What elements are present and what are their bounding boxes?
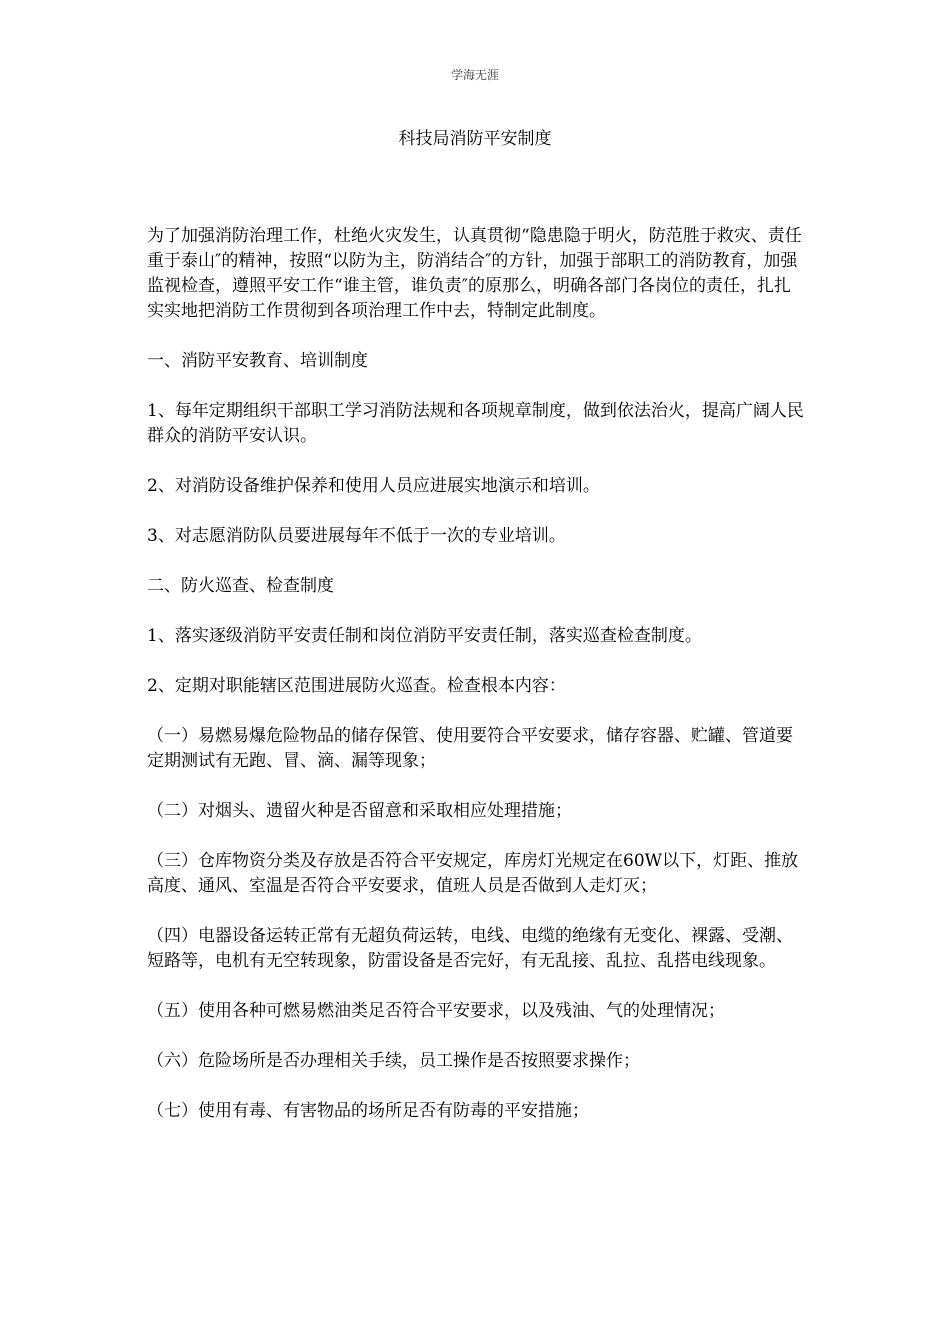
paragraph: 1、落实逐级消防平安责任制和岗位消防平安责任制，落实巡查检查制度。 [147,626,702,646]
document-body [147,224,807,1149]
intro-paragraph: 为了加强消防治理工作，杜绝火灾发生，认真贯彻“隐患隐于明火，防范胜于救灾、责任重于泰山″的精神，按照“以防为主，防消结合″的方针，加强于部职工的消防教育，加强监视检查，遵照平安工作“谁主管，谁负责″的原那么，明确各部门各岗位的责任，扎扎实实地把消防工作贯彻到各项治理工作中去，特制定此制度。 [147,226,802,321]
list-item: （二）对烟头、遗留火种是否留意和采取相应处理措施； [147,801,572,821]
paragraph: 3、对志愿消防队员要进展每年不低于一次的专业培训。 [147,526,566,546]
section-heading: 二、防火巡查、检查制度 [147,576,334,596]
list-item: （三）仓库物资分类及存放是否符合平安规定，库房灯光规定在60W以下，灯距、推放高度、通风、室温是否符合平安要求，值班人员是否做到人走灯灭； [147,851,799,896]
page-header: 学海无涯 [450,68,499,82]
list-item: （五）使用各种可燃易燃油类足否符合平安要求，以及残油、气的处理情况； [147,1001,725,1021]
list-item: （一）易燃易爆危险物品的储存保管、使用要符合平安要求，储存容器、贮罐、管道要定期测试有无跑、冒、滴、漏等现象； [147,726,793,771]
list-item: （六）危险场所是否办理相关手续，员工操作是否按照要求操作； [147,1051,640,1071]
list-item: （七）使用有毒、有害物品的场所足否有防毒的平安措施； [147,1101,589,1121]
paragraph: 2、对消防设备维护保养和使用人员应进展实地演示和培训。 [147,476,600,496]
document-title: 科技局消防平安制度 [398,129,552,149]
paragraph: 2、定期对职能辖区范围进展防火巡查。检查根本内容： [147,676,566,696]
section-heading: 一、消防平安教育、培训制度 [147,351,368,371]
paragraph: 1、每年定期组织干部职工学习消防法规和各项规章制度，做到依法治火，提高广阔人民群众的消防平安认识。 [147,401,804,446]
list-item: （四）电器设备运转正常有无超负荷运转，电线、电缆的绝缘有无变化、裸露、受潮、短路等，电机有无空转现象，防雷设备是否完好，有无乱接、乱拉、乱搭电线现象。 [147,926,793,971]
